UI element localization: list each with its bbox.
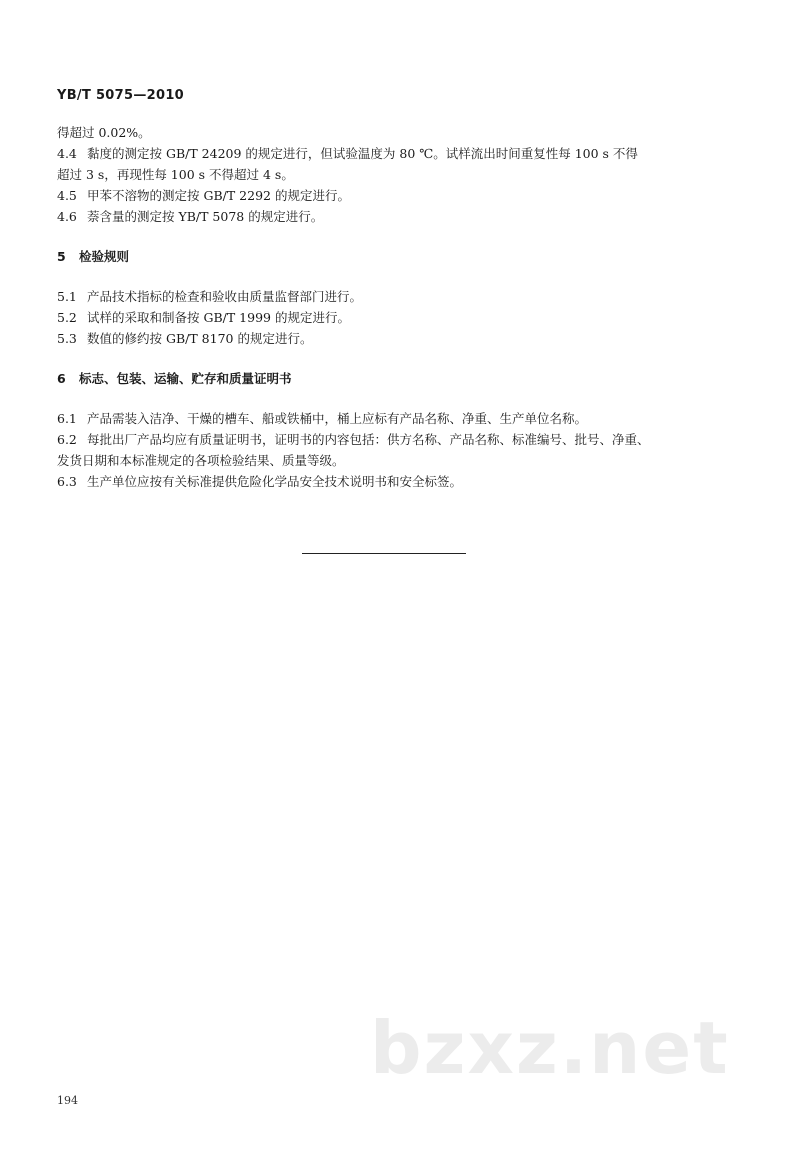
page-number: 194 bbox=[57, 1094, 78, 1107]
standard-code: YB/T 5075—2010 bbox=[57, 88, 185, 103]
clause-number: 4.4 bbox=[57, 146, 77, 161]
clause-4-6: 4.6 萘含量的测定按 YB/T 5078 的规定进行。 bbox=[57, 206, 747, 227]
clause-number: 5.3 bbox=[57, 331, 77, 346]
continuation-line: 得超过 0.02%。 bbox=[57, 125, 151, 140]
watermark: bzxz.net bbox=[370, 1006, 730, 1090]
end-of-document-rule bbox=[302, 553, 466, 554]
section-heading-6 bbox=[57, 368, 747, 389]
clause-number: 5.2 bbox=[57, 310, 77, 325]
clause-number: 6.2 bbox=[57, 432, 77, 447]
section-number: 5 bbox=[57, 249, 66, 264]
clause-number: 6.1 bbox=[57, 411, 77, 426]
clause-4-5: 4.5 甲苯不溶物的测定按 GB/T 2292 的规定进行。 bbox=[57, 185, 747, 206]
section-heading-5 bbox=[57, 246, 747, 267]
clause-5-2: 5.2 试样的采取和制备按 GB/T 1999 的规定进行。 bbox=[57, 307, 747, 328]
clause-number: 6.3 bbox=[57, 474, 77, 489]
clause-5-1: 5.1 产品技术指标的检查和验收由质量监督部门进行。 bbox=[57, 286, 747, 307]
body-text bbox=[57, 122, 747, 492]
clause-6-2: 6.2 每批出厂产品均应有质量证明书，证明书的内容包括：供方名称、产品名称、标准编号、批号、净重、 bbox=[57, 429, 747, 450]
section-title: 检验规则 bbox=[79, 249, 130, 264]
clause-4-4-continued: 超过 3 s，再现性每 100 s 不得超过 4 s。 bbox=[57, 167, 294, 182]
section-number: 6 bbox=[57, 371, 66, 386]
clause-number: 5.1 bbox=[57, 289, 77, 304]
clause-5-3: 5.3 数值的修约按 GB/T 8170 的规定进行。 bbox=[57, 328, 747, 349]
clause-number: 4.5 bbox=[57, 188, 77, 203]
clause-6-3: 6.3 生产单位应按有关标准提供危险化学品安全技术说明书和安全标签。 bbox=[57, 471, 747, 492]
clause-6-2-continued: 发货日期和本标准规定的各项检验结果、质量等级。 bbox=[57, 453, 345, 468]
clause-6-1: 6.1 产品需装入洁净、干燥的槽车、船或铁桶中，桶上应标有产品名称、净重、生产单位名称。 bbox=[57, 408, 747, 429]
clause-4-4: 4.4 黏度的测定按 GB/T 24209 的规定进行，但试验温度为 80 ℃。试样流出时间重复性每 100 s 不得 bbox=[57, 143, 747, 164]
section-title: 标志、包装、运输、贮存和质量证明书 bbox=[79, 371, 292, 386]
clause-number: 4.6 bbox=[57, 209, 77, 224]
